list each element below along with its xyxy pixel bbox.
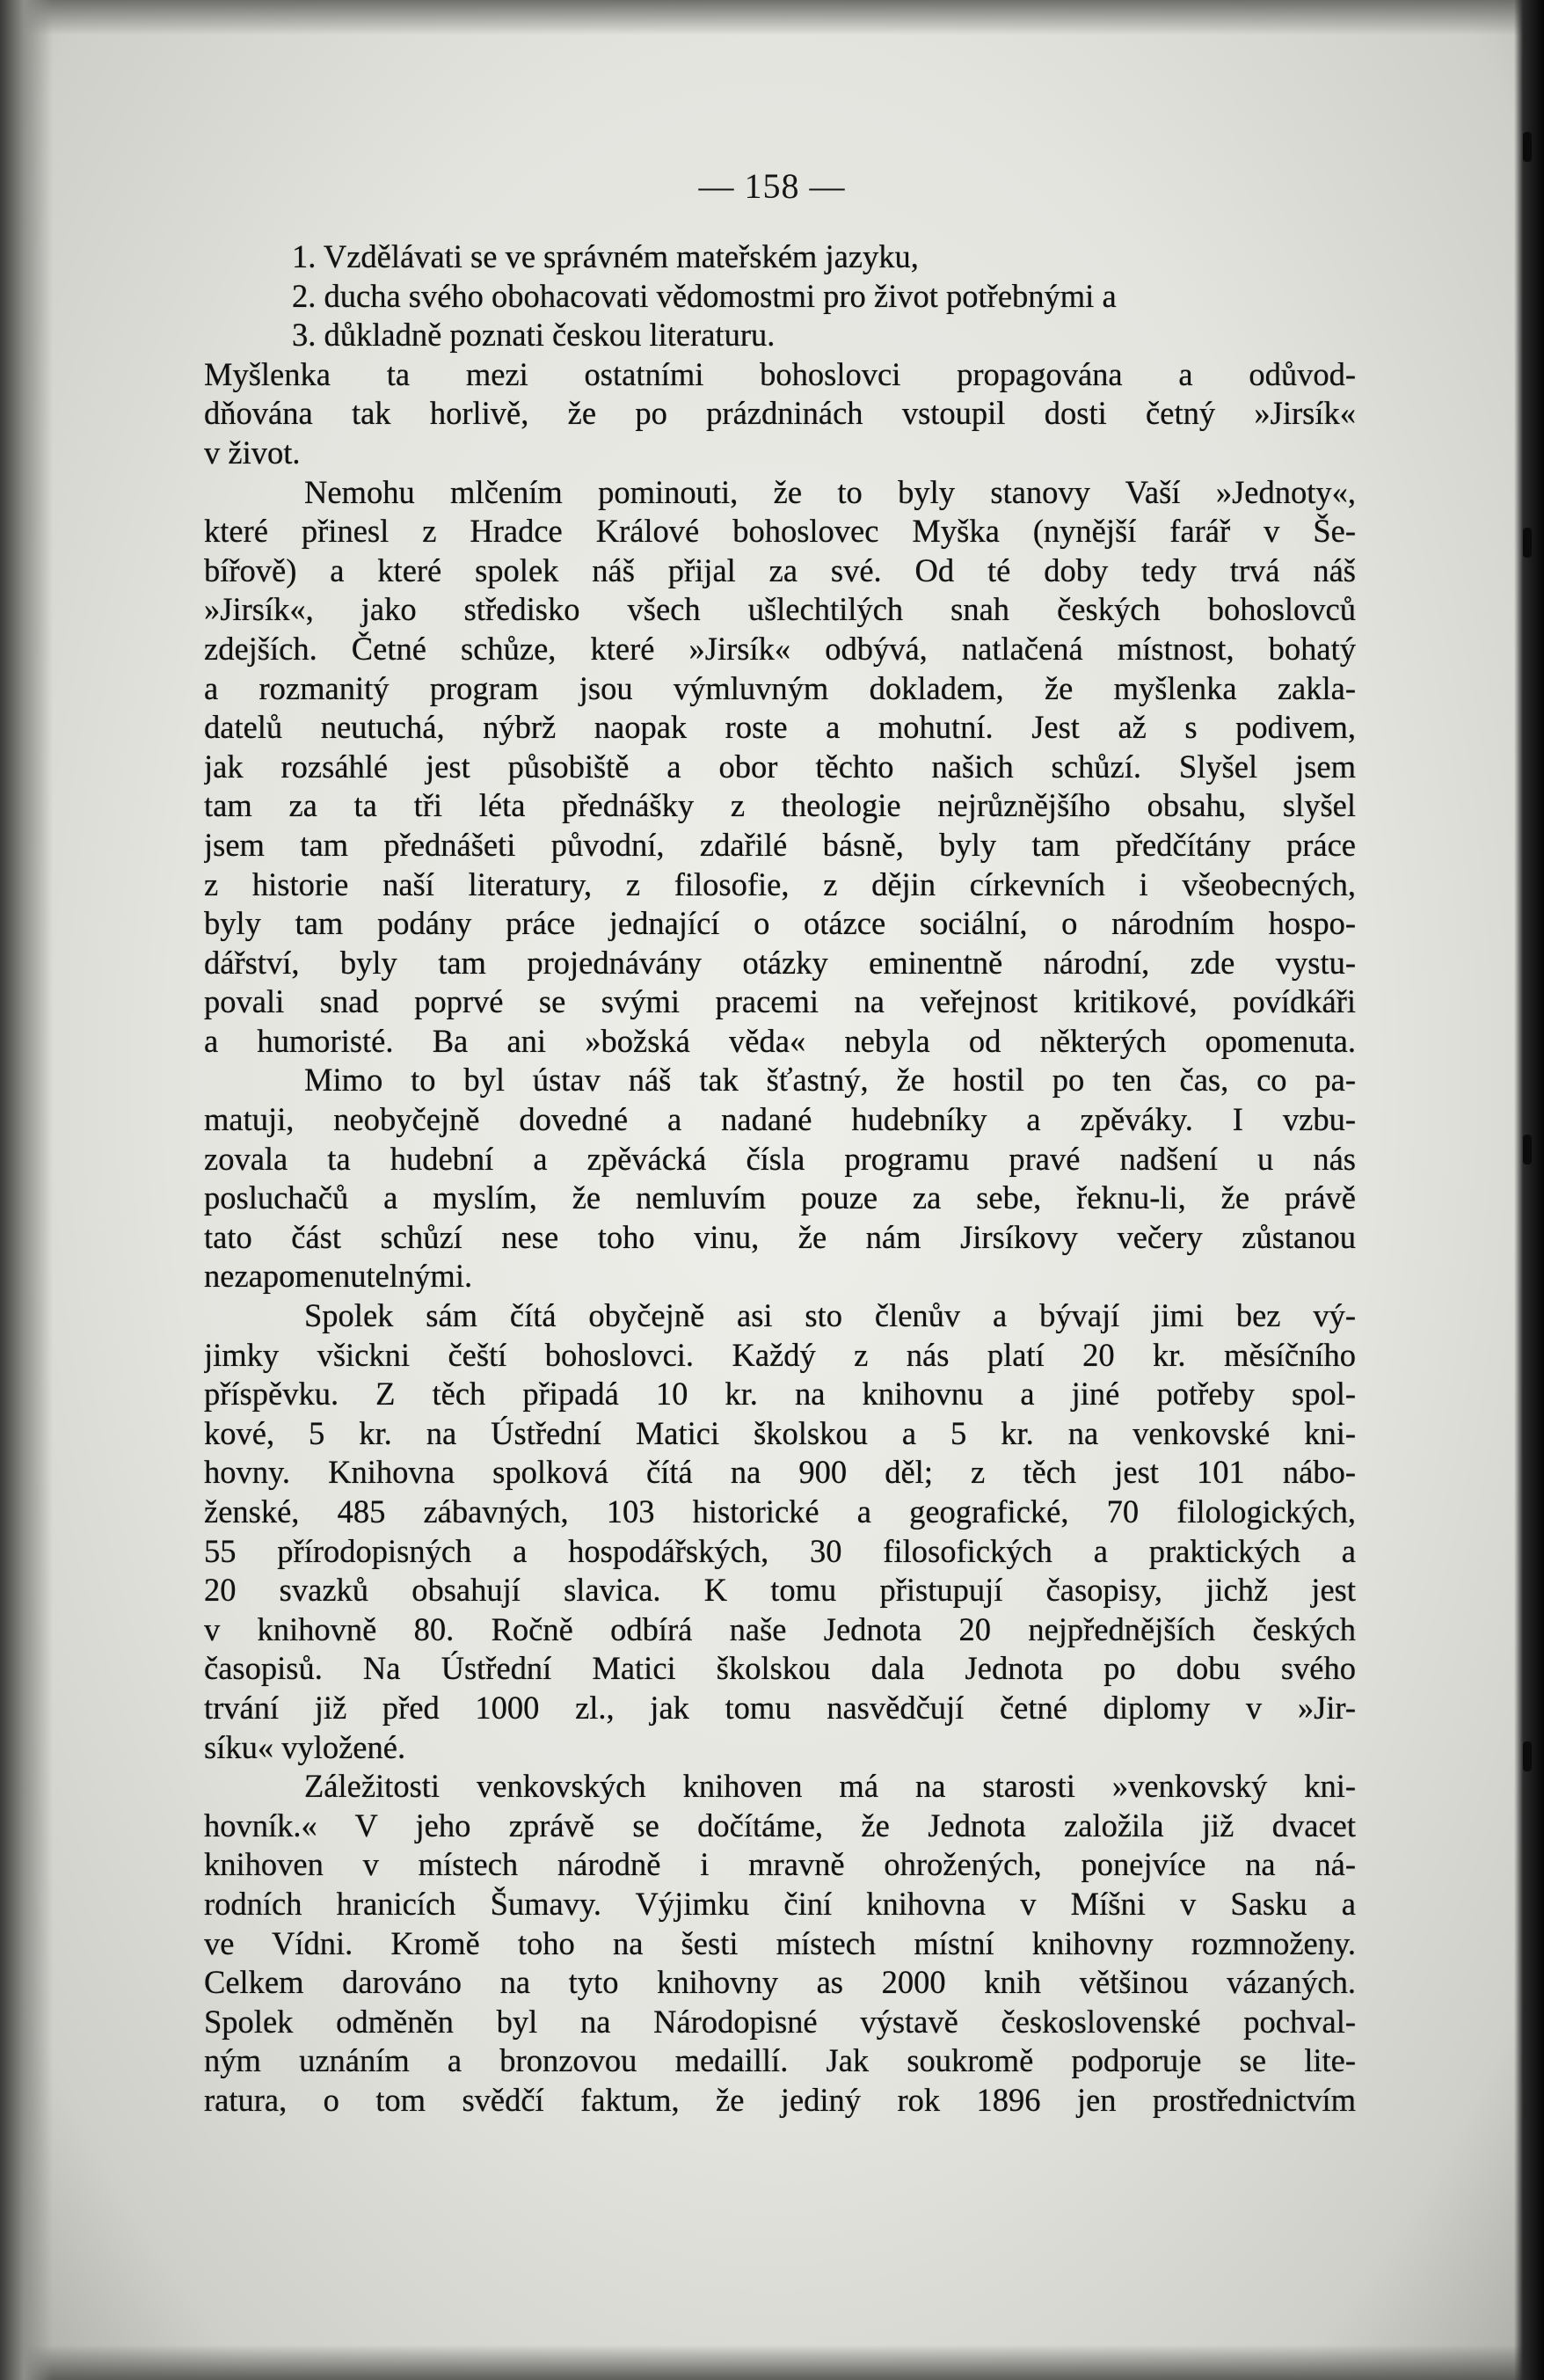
- text-line: které přinesl z Hradce Králové bohoslovec Myška (nynější farář v Še-: [204, 513, 1356, 550]
- paragraph-start: Mimo to byl ústav náš tak šťastný, že hostil po ten čas, co pa-: [304, 1062, 1356, 1099]
- text-line: jak rozsáhlé jest působiště a obor těchto našich schůzí. Slyšel jsem: [204, 748, 1356, 785]
- text-line: ným uznáním a bronzovou medaillí. Jak soukromě podporuje se lite-: [204, 2042, 1356, 2079]
- scan-edge-right: [1514, 0, 1544, 2380]
- paragraph-start: Nemohu mlčením pominouti, že to byly stanovy Vaší »Jednoty«,: [304, 473, 1356, 510]
- scan-edge-top: [0, 0, 1544, 35]
- text-line: hovník.« V jeho zprávě se dočítáme, že Jednota založila již dvacet: [204, 1807, 1356, 1843]
- text-line: jimky všickni čeští bohoslovci. Každý z nás platí 20 kr. měsíčního: [204, 1336, 1356, 1373]
- text-line: povali snad poprvé se svými pracemi na veřejnost kritikové, povídkáři: [204, 983, 1356, 1020]
- text-line: 20 svazků obsahují slavica. K tomu přistupují časopisy, jichž jest: [204, 1572, 1356, 1609]
- body-text: [204, 237, 1356, 2121]
- text-line: ratura, o tom svědčí faktum, že jediný rok 1896 jen prostřednictvím: [204, 2081, 1356, 2118]
- binding-mark: [1523, 1741, 1532, 1771]
- text-line: Myšlenka ta mezi ostatními bohoslovci propagována a odůvod-: [204, 355, 1356, 392]
- text-line: a humoristé. Ba ani »božská věda« nebyla od některých opomenuta.: [204, 1022, 1356, 1059]
- text-line: v knihovně 80. Ročně odbírá naše Jednota 20 nejpřednějších českých: [204, 1610, 1356, 1647]
- scan-edge-left: [0, 0, 53, 2380]
- text-line: příspěvku. Z těch připadá 10 kr. na knihovnu a jiné potřeby spol-: [204, 1376, 1356, 1413]
- text-line: Celkem darováno na tyto knihovny as 2000 knih většinou vázaných.: [204, 1964, 1356, 2001]
- text-line: »Jirsík«, jako středisko všech ušlechtilých snah českých bohoslovců: [204, 591, 1356, 628]
- text-line: v život.: [204, 434, 301, 471]
- list-item: 1. Vzdělávati se ve správném mateřském jazyku,: [292, 238, 919, 274]
- text-line: zovala ta hudební a zpěvácká čísla programu pravé nadšení u nás: [204, 1140, 1356, 1177]
- text-line: dářství, byly tam projednávány otázky eminentně národní, zde vystu-: [204, 944, 1356, 981]
- text-line: hovny. Knihovna spolková čítá na 900 děl; z těch jest 101 nábo-: [204, 1454, 1356, 1491]
- text-line: jsem tam přednášeti původní, zdařilé básně, byly tam předčítány práce: [204, 826, 1356, 863]
- text-line: časopisů. Na Ústřední Matici školskou dala Jednota po dobu svého: [204, 1650, 1356, 1687]
- text-line: síku« vyložené.: [204, 1728, 406, 1765]
- scan-edge-bottom: [0, 2345, 1544, 2380]
- binding-mark: [1523, 528, 1532, 558]
- text-line: kové, 5 kr. na Ústřední Matici školskou a 5 kr. na venkovské kni-: [204, 1414, 1356, 1451]
- text-line: bířově) a které spolek náš přijal za své. Od té doby tedy trvá náš: [204, 551, 1356, 588]
- text-line: 55 přírodopisných a hospodářských, 30 filosofických a praktických a: [204, 1532, 1356, 1569]
- binding-mark: [1523, 132, 1532, 162]
- paragraph-start: Záležitosti venkovských knihoven má na starosti »venkovský kni-: [304, 1768, 1356, 1805]
- text-line: byly tam podány práce jednající o otázce sociální, o národním hospo-: [204, 905, 1356, 942]
- page-number: — 158 —: [698, 166, 846, 206]
- text-line: knihoven v místech národně i mravně ohrožených, ponejvíce na ná-: [204, 1846, 1356, 1883]
- list-item: 3. důkladně poznati českou literaturu.: [292, 317, 776, 354]
- text-line: matuji, neobyčejně dovedné a nadané hudebníky a zpěváky. I vzbu-: [204, 1101, 1356, 1138]
- text-line: tato část schůzí nese toho vinu, že nám Jirsíkovy večery zůstanou: [204, 1218, 1356, 1255]
- text-line: ženské, 485 zábavných, 103 historické a geografické, 70 filologických,: [204, 1493, 1356, 1529]
- text-line: z historie naší literatury, z filosofie, z dějin církevních i všeobecných,: [204, 865, 1356, 902]
- text-line: datelů neutuchá, nýbrž naopak roste a mohutní. Jest až s podivem,: [204, 709, 1356, 746]
- text-line: nezapomenutelnými.: [204, 1258, 473, 1295]
- binding-mark: [1523, 1135, 1532, 1164]
- text-line: rodních hranicích Šumavy. Výjimku činí knihovna v Míšni v Sasku a: [204, 1885, 1356, 1922]
- text-line: dňována tak horlivě, že po prázdninách vstoupil dosti četný »Jirsík«: [204, 395, 1356, 432]
- text-line: posluchačů a myslím, že nemluvím pouze za sebe, řeknu-li, že právě: [204, 1179, 1356, 1216]
- text-line: zdejších. Četné schůze, které »Jirsík« odbývá, natlačená místnost, bohatý: [204, 630, 1356, 667]
- list-item: 2. ducha svého obohacovati vědomostmi pro život potřebnými a: [292, 277, 1117, 314]
- text-line: trvání již před 1000 zl., jak tomu nasvědčují četné diplomy v »Jir-: [204, 1689, 1356, 1726]
- text-line: tam za ta tři léta přednášky z theologie nejrůznějšího obsahu, slyšel: [204, 787, 1356, 824]
- text-line: a rozmanitý program jsou výmluvným dokladem, že myšlenka zakla-: [204, 669, 1356, 706]
- text-line: Spolek odměněn byl na Národopisné výstavě československé pochval-: [204, 2003, 1356, 2040]
- paragraph-start: Spolek sám čítá obyčejně asi sto členův a bývají jimi bez vý-: [304, 1297, 1356, 1334]
- text-line: ve Vídni. Kromě toho na šesti místech místní knihovny rozmnoženy.: [204, 1924, 1356, 1961]
